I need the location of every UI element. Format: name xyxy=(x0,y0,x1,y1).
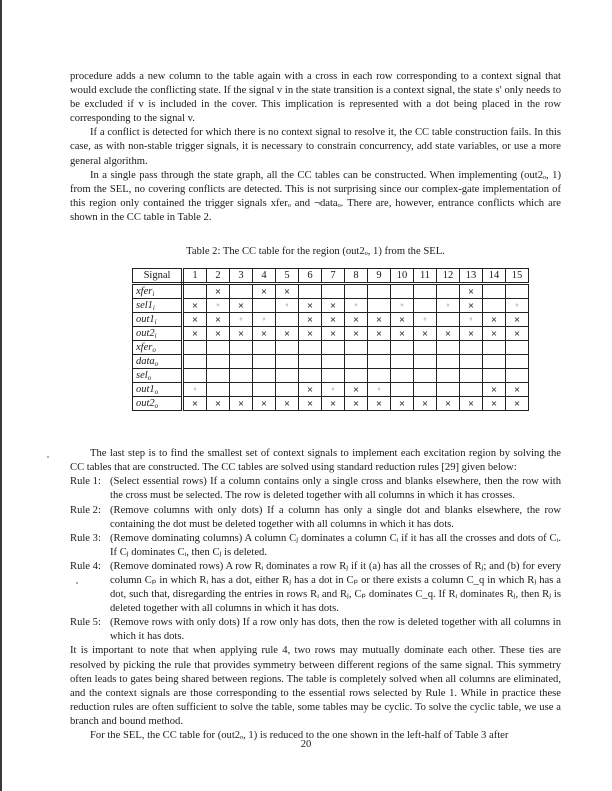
table-row xyxy=(133,299,529,313)
empty-cell xyxy=(276,369,299,383)
cross-mark: × xyxy=(506,313,529,327)
cross-mark: × xyxy=(230,327,253,341)
empty-cell xyxy=(276,383,299,397)
header-column-7: 7 xyxy=(322,269,345,284)
dot-mark: ◦ xyxy=(460,313,483,327)
cross-mark: × xyxy=(483,383,506,397)
cross-mark: × xyxy=(322,299,345,313)
empty-cell xyxy=(391,355,414,369)
cross-mark: × xyxy=(368,327,391,341)
empty-cell xyxy=(299,341,322,355)
dot-mark: ◦ xyxy=(183,383,207,397)
signal-subscript: i xyxy=(152,289,155,298)
header-signal: Signal xyxy=(133,269,183,284)
empty-cell xyxy=(437,369,460,383)
cross-mark: × xyxy=(253,397,276,411)
header-column-12: 12 xyxy=(437,269,460,284)
header-column-9: 9 xyxy=(368,269,391,284)
paragraph-2: If a conflict is detected for which there is no context signal to resolve it, the CC table construction fails. In this case, as with non-stable trigger signals, it is necessary to constrain concurrency, add state variables, or use a more general algorithm. xyxy=(70,127,561,167)
empty-cell xyxy=(437,341,460,355)
cross-mark: × xyxy=(414,327,437,341)
signal-subscript: i xyxy=(154,331,157,340)
table-row xyxy=(133,327,529,341)
empty-cell xyxy=(414,299,437,313)
dot-mark: ◦ xyxy=(276,299,299,313)
row-signal-label xyxy=(133,383,183,397)
dot-mark: ◦ xyxy=(207,299,230,313)
cc-table xyxy=(132,268,529,411)
empty-cell xyxy=(506,355,529,369)
table-row xyxy=(133,355,529,369)
signal-name: data xyxy=(136,355,155,367)
cross-mark: × xyxy=(506,327,529,341)
rule-item xyxy=(70,475,561,503)
rule-text: (Remove rows with only dots) If a row only has dots, then the row is deleted together with all columns in which it has dots. xyxy=(110,617,561,643)
empty-cell xyxy=(207,383,230,397)
empty-cell xyxy=(253,299,276,313)
rule-text: (Select essential rows) If a column contains only a single cross and blanks elsewhere, then the row with the cross must be selected. The row is deleted together with all columns in which it has crosses. xyxy=(110,476,561,502)
empty-cell xyxy=(391,284,414,299)
rule-text: (Remove dominating columns) A column Cⱼ dominates a column Cᵢ if it has all the crosses and dots of Cᵢ. If Cⱼ dominates Cᵢ, then Cⱼ is deleted. xyxy=(110,532,561,558)
cross-mark: × xyxy=(183,313,207,327)
empty-cell xyxy=(460,355,483,369)
row-signal-label xyxy=(133,341,183,355)
cross-mark: × xyxy=(368,397,391,411)
cross-mark: × xyxy=(345,397,368,411)
signal-name: sel1 xyxy=(136,299,153,311)
rule-label: Rule 1: xyxy=(70,476,101,488)
cross-mark: × xyxy=(183,327,207,341)
empty-cell xyxy=(460,369,483,383)
header-column-8: 8 xyxy=(345,269,368,284)
header-column-1: 1 xyxy=(183,269,207,284)
signal-name: out1 xyxy=(136,383,155,395)
dot-mark: ◦ xyxy=(253,313,276,327)
empty-cell xyxy=(483,284,506,299)
cross-mark: × xyxy=(276,397,299,411)
cross-mark: × xyxy=(460,327,483,341)
empty-cell xyxy=(230,284,253,299)
cross-mark: × xyxy=(506,397,529,411)
cross-mark: × xyxy=(322,313,345,327)
signal-name: out1 xyxy=(136,313,155,325)
signal-name: xfer xyxy=(136,341,153,353)
row-signal-label xyxy=(133,299,183,313)
page-number: 20 xyxy=(300,739,312,750)
rule-item xyxy=(70,560,561,616)
empty-cell xyxy=(345,284,368,299)
cross-mark: × xyxy=(391,397,414,411)
empty-cell xyxy=(253,341,276,355)
row-signal-label xyxy=(133,313,183,327)
signal-subscript: o xyxy=(152,345,156,354)
rule-text: (Remove columns with only dots) If a column has only a single dot and blanks elsewhere, the row containing the dot must be deleted together with all columns in which it has dots. xyxy=(110,504,561,530)
dot-mark: ◦ xyxy=(391,299,414,313)
header-column-10: 10 xyxy=(391,269,414,284)
empty-cell xyxy=(299,369,322,383)
rule-label: Rule 4: xyxy=(70,560,101,572)
cross-mark: × xyxy=(299,397,322,411)
empty-cell xyxy=(437,284,460,299)
empty-cell xyxy=(437,383,460,397)
table-row xyxy=(133,284,529,299)
empty-cell xyxy=(183,369,207,383)
header-column-5: 5 xyxy=(276,269,299,284)
empty-cell xyxy=(414,383,437,397)
signal-subscript: o xyxy=(147,373,152,382)
cross-mark: × xyxy=(183,299,207,313)
cross-mark: × xyxy=(483,327,506,341)
empty-cell xyxy=(183,341,207,355)
empty-cell xyxy=(276,341,299,355)
table-row xyxy=(133,369,529,383)
empty-cell xyxy=(183,284,207,299)
header-column-13: 13 xyxy=(460,269,483,284)
empty-cell xyxy=(391,341,414,355)
empty-cell xyxy=(183,355,207,369)
dot-mark: ◦ xyxy=(437,299,460,313)
cross-mark: × xyxy=(345,313,368,327)
table-row xyxy=(133,313,529,327)
cross-mark: × xyxy=(276,327,299,341)
signal-name: xfer xyxy=(136,285,153,297)
table-row xyxy=(133,383,529,397)
empty-cell xyxy=(230,355,253,369)
empty-cell xyxy=(322,355,345,369)
cross-mark: × xyxy=(230,299,253,313)
empty-cell xyxy=(483,369,506,383)
dot-mark: ◦ xyxy=(345,299,368,313)
cross-mark: × xyxy=(345,383,368,397)
empty-cell xyxy=(322,284,345,299)
empty-cell xyxy=(345,341,368,355)
dot-mark: ◦ xyxy=(322,383,345,397)
dot-mark: ◦ xyxy=(414,313,437,327)
cross-mark: × xyxy=(391,327,414,341)
empty-cell xyxy=(207,341,230,355)
paragraph-4: The last step is to find the smallest set of context signals to implement each excitation region by solving the CC tables that are constructed. The CC tables are solved using standard reduction rules [29] given below: xyxy=(70,448,561,474)
signal-subscript: i xyxy=(154,317,157,326)
empty-cell xyxy=(299,355,322,369)
row-signal-label xyxy=(133,327,183,341)
rule-item xyxy=(70,616,561,644)
signal-subscript: o xyxy=(154,359,159,368)
row-signal-label xyxy=(133,355,183,369)
cross-mark: × xyxy=(299,299,322,313)
rule-label: Rule 3: xyxy=(70,532,101,544)
empty-cell xyxy=(368,369,391,383)
header-column-14: 14 xyxy=(483,269,506,284)
empty-cell xyxy=(322,341,345,355)
header-column-4: 4 xyxy=(253,269,276,284)
cross-mark: × xyxy=(299,327,322,341)
header-column-2: 2 xyxy=(207,269,230,284)
header-column-11: 11 xyxy=(414,269,437,284)
empty-cell xyxy=(414,341,437,355)
header-column-3: 3 xyxy=(230,269,253,284)
empty-cell xyxy=(506,341,529,355)
cross-mark: × xyxy=(276,284,299,299)
empty-cell xyxy=(414,369,437,383)
empty-cell xyxy=(437,313,460,327)
header-column-15: 15 xyxy=(506,269,529,284)
cross-mark: × xyxy=(345,327,368,341)
empty-cell xyxy=(322,369,345,383)
cross-mark: × xyxy=(460,397,483,411)
cross-mark: × xyxy=(460,284,483,299)
row-signal-label xyxy=(133,369,183,383)
table-header-row xyxy=(133,269,529,284)
cross-mark: × xyxy=(183,397,207,411)
empty-cell xyxy=(460,383,483,397)
table-caption: Table 2: The CC table for the region (out2ₒ, 1) from the SEL. xyxy=(186,246,445,258)
rule-item xyxy=(70,504,561,532)
paragraph-5: It is important to note that when applying rule 4, two rows may mutually dominate each other. These ties are resolved by picking the rule that provides symmetry between different regions of the same signal. This symmetry often leads to gates being shared between regions. The table is completely solved when all columns are eliminated, and the context signals are those corresponding to the essential rows selected by Rule 1. While in practice these reduction rules are often sufficient to solve the table, some tables may be cyclic. To solve the cyclic table, we use a branch and bound method. xyxy=(70,645,561,727)
empty-cell xyxy=(437,355,460,369)
cross-mark: × xyxy=(322,327,345,341)
empty-cell xyxy=(230,341,253,355)
empty-cell xyxy=(207,369,230,383)
empty-cell xyxy=(276,313,299,327)
empty-cell xyxy=(345,355,368,369)
empty-cell xyxy=(483,341,506,355)
cross-mark: × xyxy=(207,327,230,341)
empty-cell xyxy=(391,369,414,383)
empty-cell xyxy=(483,355,506,369)
scan-speck xyxy=(47,456,49,458)
paragraph-6: For the SEL, the CC table for (out2ₒ, 1) is reduced to the one shown in the left-half of Table 3 after xyxy=(90,730,509,741)
cross-mark: × xyxy=(460,299,483,313)
page-body xyxy=(70,70,561,743)
rule-item xyxy=(70,532,561,560)
empty-cell xyxy=(368,341,391,355)
cross-mark: × xyxy=(207,284,230,299)
cross-mark: × xyxy=(368,313,391,327)
empty-cell xyxy=(414,355,437,369)
empty-cell xyxy=(506,284,529,299)
empty-cell xyxy=(345,369,368,383)
paragraph-3: In a single pass through the state graph, all the CC tables can be constructed. When implementing (out2ₒ, 1) from the SEL, no covering conflicts are detected. This is not surprising since our complex-gate implementation of this region only contained the trigger signals xferₒ and ¬dataₒ. There are, however, entrance conflicts which are shown in the CC table in Table 2. xyxy=(70,169,561,223)
empty-cell xyxy=(460,341,483,355)
signal-name: sel xyxy=(136,369,148,381)
rule-label: Rule 5: xyxy=(70,617,101,629)
signal-subscript: i xyxy=(152,303,155,312)
empty-cell xyxy=(253,355,276,369)
empty-cell xyxy=(276,355,299,369)
paragraph-1: procedure adds a new column to the table again with a cross in each row corresponding to a context signal that would exclude the conflicting state. If the signal v in the state transition is a context signal, the state s′ only needs to be excluded if v is included in the cover. This implication is represented with a dot being placed in the row corresponding to the signal v. xyxy=(70,71,561,125)
empty-cell xyxy=(506,369,529,383)
cross-mark: × xyxy=(207,397,230,411)
empty-cell xyxy=(368,299,391,313)
signal-subscript: o xyxy=(154,387,159,396)
header-column-6: 6 xyxy=(299,269,322,284)
empty-cell xyxy=(207,355,230,369)
empty-cell xyxy=(391,383,414,397)
empty-cell xyxy=(230,369,253,383)
cross-mark: × xyxy=(391,313,414,327)
signal-subscript: o xyxy=(154,401,159,410)
cross-mark: × xyxy=(437,397,460,411)
cross-mark: × xyxy=(437,327,460,341)
row-signal-label xyxy=(133,397,183,411)
table-row xyxy=(133,397,529,411)
rules-list xyxy=(70,475,561,644)
empty-cell xyxy=(414,284,437,299)
cross-mark: × xyxy=(299,313,322,327)
empty-cell xyxy=(253,383,276,397)
signal-name: out2 xyxy=(136,327,155,339)
row-signal-label xyxy=(133,284,183,299)
cross-mark: × xyxy=(207,313,230,327)
rule-label: Rule 2: xyxy=(70,504,101,516)
empty-cell xyxy=(483,299,506,313)
cross-mark: × xyxy=(483,313,506,327)
cross-mark: × xyxy=(483,397,506,411)
empty-cell xyxy=(230,383,253,397)
table-row xyxy=(133,341,529,355)
empty-cell xyxy=(299,284,322,299)
signal-name: out2 xyxy=(136,397,155,409)
cross-mark: × xyxy=(299,383,322,397)
empty-cell xyxy=(368,284,391,299)
scan-edge-line xyxy=(0,0,2,791)
rule-text: (Remove dominated rows) A row Rᵢ dominates a row Rⱼ if it (a) has all the crosses of Rⱼ; and (b) for every column Cₚ in which Rᵢ has a dot, either Rⱼ has a dot in Cₚ or there exists a column C_q in which Rⱼ has a dot, such that, disregarding the entries in rows Rᵢ and Rⱼ, Cₚ dominates C_q. If Rᵢ dominates Rⱼ, then Rⱼ is deleted together with all columns in which it has dots. xyxy=(110,560,561,615)
cross-mark: × xyxy=(506,383,529,397)
empty-cell xyxy=(368,355,391,369)
dot-mark: ◦ xyxy=(230,313,253,327)
cross-mark: × xyxy=(230,397,253,411)
cross-mark: × xyxy=(253,284,276,299)
cross-mark: × xyxy=(322,397,345,411)
cross-mark: × xyxy=(414,397,437,411)
cross-mark: × xyxy=(253,327,276,341)
dot-mark: ◦ xyxy=(506,299,529,313)
empty-cell xyxy=(253,369,276,383)
dot-mark: ◦ xyxy=(368,383,391,397)
